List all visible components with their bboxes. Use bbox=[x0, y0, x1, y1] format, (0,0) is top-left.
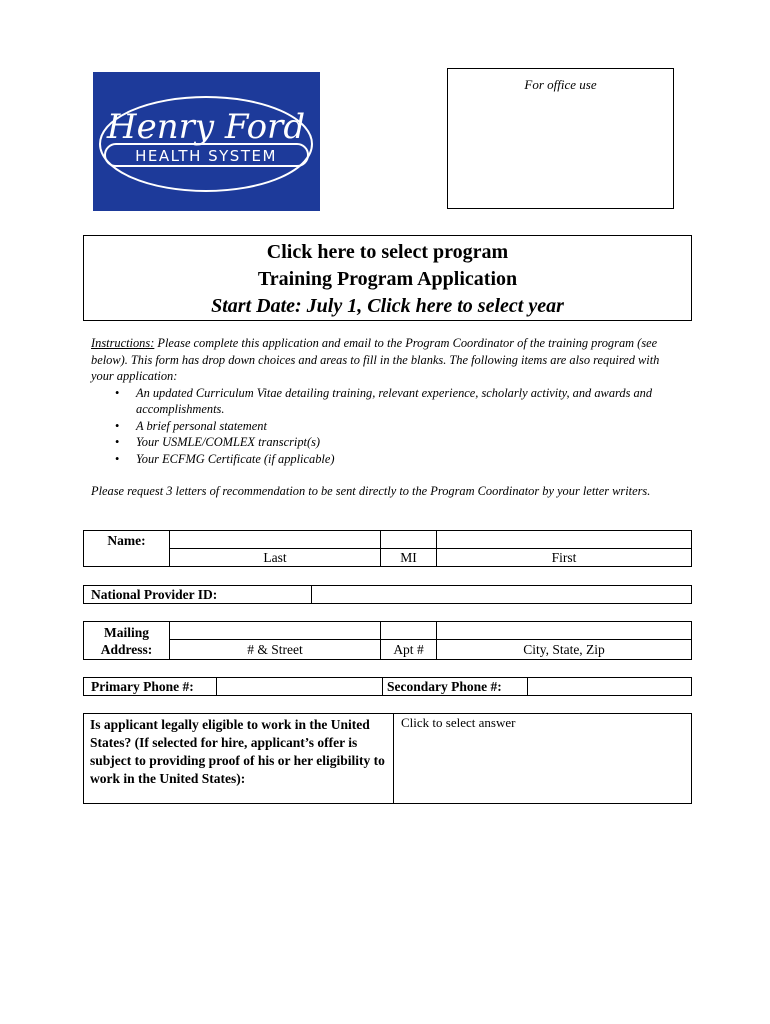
npi-field[interactable] bbox=[312, 586, 692, 604]
secondary-phone-label: Secondary Phone #: bbox=[383, 678, 528, 696]
program-select[interactable]: Click here to select program bbox=[266, 241, 509, 263]
list-item: • An updated Curriculum Vitae detailing training, relevant experience, scholarly activity, and awards and accomplishments. bbox=[115, 385, 653, 416]
requirements-list bbox=[91, 385, 671, 468]
last-name-field[interactable] bbox=[170, 531, 381, 549]
address-table bbox=[83, 621, 692, 660]
secondary-phone-field[interactable] bbox=[528, 678, 692, 696]
last-label: Last bbox=[170, 549, 381, 567]
eligibility-answer-select[interactable]: Click to select answer bbox=[394, 714, 692, 804]
bullet-icon: • bbox=[115, 418, 120, 433]
henry-ford-logo bbox=[93, 72, 320, 211]
mi-label: MI bbox=[381, 549, 437, 567]
primary-phone-label: Primary Phone #: bbox=[84, 678, 217, 696]
logo-script-text: Henry Ford bbox=[106, 107, 306, 147]
street-label: # & Street bbox=[170, 640, 381, 660]
instructions-text: Please complete this application and email to the Program Coordinator of the training program (see below). This form has drop down choices and areas to fill in the blanks. The following items are also required with your application: bbox=[91, 336, 660, 383]
start-date-select[interactable]: Start Date: July 1, Click here to select year bbox=[211, 295, 564, 317]
first-name-field[interactable] bbox=[437, 531, 692, 549]
npi-label: National Provider ID: bbox=[84, 586, 312, 604]
phone-table bbox=[83, 677, 692, 696]
instructions-heading: Instructions: bbox=[91, 336, 155, 350]
list-item: • Your ECFMG Certificate (if applicable) bbox=[115, 451, 335, 466]
title-box bbox=[83, 235, 692, 321]
office-use-box bbox=[447, 68, 674, 209]
bullet-icon: • bbox=[115, 451, 120, 466]
bullet-icon: • bbox=[115, 435, 120, 449]
first-label: First bbox=[437, 549, 692, 567]
bullet-icon: • bbox=[115, 385, 120, 400]
mailing-address-label: Mailing Address: bbox=[84, 622, 170, 660]
name-label: Name: bbox=[84, 531, 170, 567]
primary-phone-field[interactable] bbox=[217, 678, 383, 696]
instructions bbox=[91, 335, 671, 467]
apt-field[interactable] bbox=[381, 622, 437, 640]
list-item: • A brief personal statement bbox=[115, 418, 267, 433]
application-title: Training Program Application bbox=[257, 268, 518, 290]
list-item: • Your USMLE/COMLEX transcript(s) bbox=[115, 435, 321, 449]
name-table bbox=[83, 530, 692, 567]
street-field[interactable] bbox=[170, 622, 381, 640]
letters-note: Please request 3 letters of recommendation to be sent directly to the Program Coordinator by your letter writers. bbox=[91, 484, 651, 498]
logo-subtext: HEALTH SYSTEM bbox=[135, 147, 277, 165]
npi-table bbox=[83, 585, 692, 604]
city-label: City, State, Zip bbox=[437, 640, 692, 660]
apt-label: Apt # bbox=[381, 640, 437, 660]
mi-field[interactable] bbox=[381, 531, 437, 549]
city-field[interactable] bbox=[437, 622, 692, 640]
eligibility-table bbox=[83, 713, 692, 804]
office-use-label: For office use bbox=[524, 77, 597, 92]
eligibility-question: Is applicant legally eligible to work in the United States? (If selected for hire, applicant’s offer is subject to providing proof of his or her eligibility to work in the United States): bbox=[84, 714, 394, 804]
